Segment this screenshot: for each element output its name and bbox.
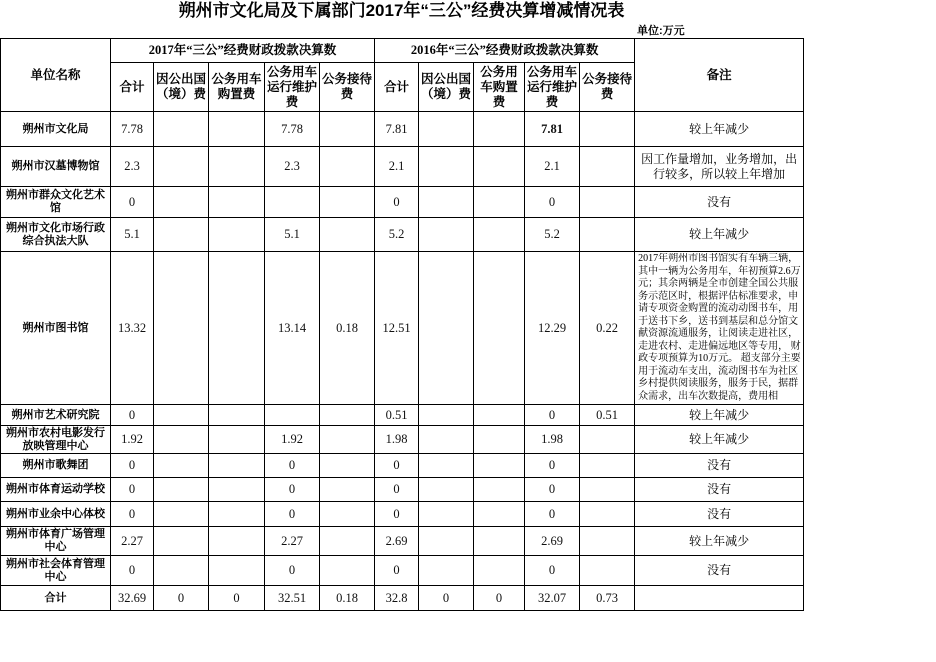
unit-name-cell: 朔州市文化局 (1, 112, 111, 147)
remark-text: 2017年朔州市图书馆实有车辆三辆， 其中一辆为公务用车，年初预算2.6万元；其余两辆是全市创建全国公共服务示范区时，根据评估标准要求，申请专项资金购置的流动动图书车，用于送书下乡，送书到基层和总分馆文献资源流通服务，让阅读走进社区，走进农村、走进偏远地区等专用， 财政专项预算为10万元。 超支部分主要用于流动车支出，流动图书车为社区乡村提供阅读服务，服务于民，据群众需求，出车次数提高，费用相 (638, 253, 801, 402)
y2017-total-cell: 0 (111, 405, 154, 426)
y2017-total-cell: 7.78 (111, 112, 154, 147)
y2017-vehicle-purchase-cell (209, 147, 265, 187)
y2017-total-cell: 32.69 (111, 586, 154, 611)
y2017-vehicle-operation-cell (265, 405, 320, 426)
y2017-overseas-travel-cell: 0 (154, 586, 209, 611)
y2016-vehicle-purchase-cell (474, 478, 525, 502)
table-row (1, 112, 804, 147)
y2017-overseas-travel-cell (154, 454, 209, 478)
remark-text: 较上年减少 (689, 227, 750, 241)
remark-text: 没有 (707, 506, 732, 521)
unit-name-cell: 朔州市汉墓博物馆 (1, 147, 111, 187)
y2017-overseas-travel-header: 因公出国（境）费 (154, 63, 209, 112)
unit-name-cell: 朔州市体育运动学校 (1, 478, 111, 502)
y2016-reception-cell (580, 556, 635, 586)
y2016-overseas-travel-header: 因公出国（境）费 (419, 63, 474, 112)
y2017-vehicle-operation-cell: 0 (265, 478, 320, 502)
table-body (1, 112, 804, 611)
y2016-total-cell: 0.51 (375, 405, 419, 426)
y2017-vehicle-purchase-cell (209, 252, 265, 405)
unit-name-cell: 朔州市群众文化艺术馆 (1, 187, 111, 218)
table-row (1, 147, 804, 187)
y2017-overseas-travel-cell (154, 147, 209, 187)
y2016-reception-cell (580, 478, 635, 502)
y2016-overseas-travel-cell: 0 (419, 586, 474, 611)
y2017-overseas-travel-cell (154, 252, 209, 405)
y2017-reception-cell (320, 405, 375, 426)
y2017-vehicle-purchase-cell (209, 426, 265, 454)
y2016-vehicle-operation-cell: 0 (525, 556, 580, 586)
y2017-total-cell: 0 (111, 187, 154, 218)
table-row (1, 187, 804, 218)
y2017-vehicle-operation-cell: 7.78 (265, 112, 320, 147)
table-row (1, 426, 804, 454)
y2017-vehicle-purchase-cell (209, 556, 265, 586)
y2016-vehicle-operation-cell: 32.07 (525, 586, 580, 611)
remark-text: 没有 (707, 563, 732, 577)
y2016-total-cell: 2.1 (375, 147, 419, 187)
y2017-vehicle-operation-cell: 2.3 (265, 147, 320, 187)
y2016-vehicle-operation-cell: 2.1 (525, 147, 580, 187)
y2016-vehicle-purchase-cell (474, 405, 525, 426)
y2017-vehicle-operation-cell: 0 (265, 502, 320, 527)
y2016-vehicle-operation-cell: 0 (525, 478, 580, 502)
remark-cell (635, 502, 804, 527)
y2017-overseas-travel-cell (154, 527, 209, 556)
y2017-reception-cell (320, 478, 375, 502)
y2017-total-cell: 2.27 (111, 527, 154, 556)
y2016-total-cell: 7.81 (375, 112, 419, 147)
y2017-overseas-travel-cell (154, 478, 209, 502)
y2016-reception-cell (580, 147, 635, 187)
y2016-vehicle-purchase-cell: 0 (474, 586, 525, 611)
y2016-total-cell: 5.2 (375, 218, 419, 252)
y2017-reception-cell: 0.18 (320, 586, 375, 611)
y2016-overseas-travel-cell (419, 187, 474, 218)
y2017-reception-header: 公务接待费 (320, 63, 375, 112)
y2017-reception-cell (320, 218, 375, 252)
y2017-reception-cell (320, 147, 375, 187)
y2016-vehicle-operation-cell: 0 (525, 187, 580, 218)
y2017-vehicle-operation-cell: 0 (265, 556, 320, 586)
y2016-total-cell: 0 (375, 478, 419, 502)
y2016-reception-cell (580, 218, 635, 252)
y2016-reception-cell (580, 527, 635, 556)
y2016-reception-cell: 0.22 (580, 252, 635, 405)
y2016-total-cell: 0 (375, 454, 419, 478)
remark-text: 较上年减少 (689, 533, 750, 548)
table-row (1, 252, 804, 405)
unit-name-cell: 朔州市图书馆 (1, 252, 111, 405)
y2016-vehicle-operation-cell: 0 (525, 502, 580, 527)
y2016-total-cell: 2.69 (375, 527, 419, 556)
remark-cell (635, 556, 804, 586)
y2017-vehicle-operation-cell: 0 (265, 454, 320, 478)
y2017-vehicle-purchase-cell (209, 454, 265, 478)
table-row (1, 454, 804, 478)
remark-cell (635, 454, 804, 478)
table-row (1, 218, 804, 252)
table-row (1, 478, 804, 502)
y2016-overseas-travel-cell (419, 478, 474, 502)
unit-name-cell: 朔州市社会体育管理中心 (1, 556, 111, 586)
y2016-vehicle-purchase-cell (474, 218, 525, 252)
y2017-overseas-travel-cell (154, 112, 209, 147)
remark-cell (635, 252, 804, 405)
y2016-total-cell: 0 (375, 556, 419, 586)
y2017-total-cell: 0 (111, 502, 154, 527)
y2016-group-header: 2016年“三公”经费财政拨款决算数 (375, 39, 635, 63)
remark-text: 没有 (707, 194, 732, 209)
y2017-vehicle-operation-cell: 32.51 (265, 586, 320, 611)
y2017-vehicle-purchase-cell (209, 502, 265, 527)
y2016-vehicle-purchase-cell (474, 187, 525, 218)
y2016-total-cell: 1.98 (375, 426, 419, 454)
y2016-overseas-travel-cell (419, 454, 474, 478)
y2016-reception-cell (580, 112, 635, 147)
y2016-reception-cell (580, 187, 635, 218)
y2017-vehicle-purchase-cell: 0 (209, 586, 265, 611)
y2017-vehicle-operation-cell: 5.1 (265, 218, 320, 252)
y2016-vehicle-purchase-cell (474, 252, 525, 405)
y2017-vehicle-operation-cell: 1.92 (265, 426, 320, 454)
remark-header: 备注 (635, 39, 804, 112)
y2016-reception-cell (580, 454, 635, 478)
table-row (1, 405, 804, 426)
y2016-vehicle-purchase-cell (474, 147, 525, 187)
remark-cell (635, 478, 804, 502)
y2016-vehicle-operation-cell: 0 (525, 405, 580, 426)
header-row-groups (1, 39, 804, 63)
table-total-row (1, 586, 804, 611)
remark-text: 没有 (707, 458, 732, 472)
y2017-reception-cell (320, 527, 375, 556)
y2016-vehicle-purchase-cell (474, 556, 525, 586)
y2017-vehicle-operation-cell: 2.27 (265, 527, 320, 556)
y2017-vehicle-operation-cell (265, 187, 320, 218)
y2017-reception-cell (320, 426, 375, 454)
y2016-vehicle-purchase-cell (474, 454, 525, 478)
y2017-overseas-travel-cell (154, 187, 209, 218)
y2016-reception-cell (580, 502, 635, 527)
unit-name-header: 单位名称 (1, 39, 111, 112)
y2017-vehicle-operation-cell: 13.14 (265, 252, 320, 405)
y2016-overseas-travel-cell (419, 426, 474, 454)
table-header (1, 39, 804, 112)
y2016-vehicle-purchase-cell (474, 502, 525, 527)
y2016-total-cell: 12.51 (375, 252, 419, 405)
y2016-vehicle-operation-cell: 1.98 (525, 426, 580, 454)
y2017-total-cell: 5.1 (111, 218, 154, 252)
y2017-reception-cell (320, 187, 375, 218)
remark-cell (635, 147, 804, 187)
y2016-overseas-travel-cell (419, 502, 474, 527)
y2016-total-cell: 0 (375, 502, 419, 527)
remark-cell (635, 112, 804, 147)
unit-name-cell: 朔州市农村电影发行放映管理中心 (1, 426, 111, 454)
unit-name-cell: 朔州市文化市场行政综合执法大队 (1, 218, 111, 252)
y2016-total-cell: 32.8 (375, 586, 419, 611)
y2016-overseas-travel-cell (419, 147, 474, 187)
y2017-total-cell: 0 (111, 556, 154, 586)
y2017-reception-cell (320, 112, 375, 147)
y2017-reception-cell (320, 454, 375, 478)
remark-cell (635, 218, 804, 252)
unit-name-cell: 朔州市歌舞团 (1, 454, 111, 478)
y2017-total-cell: 1.92 (111, 426, 154, 454)
expense-table (0, 38, 804, 611)
y2016-overseas-travel-cell (419, 527, 474, 556)
y2017-overseas-travel-cell (154, 218, 209, 252)
y2017-vehicle-purchase-cell (209, 218, 265, 252)
unit-name-cell: 朔州市艺术研究院 (1, 405, 111, 426)
remark-text: 因工作量增加，业务增加，出行较多，所以较上年增加 (641, 151, 798, 181)
y2017-vehicle-purchase-cell (209, 527, 265, 556)
y2017-total-cell: 0 (111, 454, 154, 478)
y2016-overseas-travel-cell (419, 405, 474, 426)
y2016-total-cell: 0 (375, 187, 419, 218)
y2016-overseas-travel-cell (419, 556, 474, 586)
y2016-reception-cell: 0.73 (580, 586, 635, 611)
y2017-vehicle-purchase-header: 公务用车购置费 (209, 63, 265, 112)
y2016-vehicle-purchase-cell (474, 527, 525, 556)
unit-name-cell: 合计 (1, 586, 111, 611)
unit-label: 单位:万元 (637, 25, 685, 37)
y2016-total-header: 合计 (375, 63, 419, 112)
y2017-overseas-travel-cell (154, 502, 209, 527)
y2017-total-cell: 13.32 (111, 252, 154, 405)
y2016-overseas-travel-cell (419, 252, 474, 405)
y2016-vehicle-purchase-cell (474, 426, 525, 454)
remark-text: 较上年减少 (689, 121, 750, 136)
y2017-vehicle-purchase-cell (209, 112, 265, 147)
y2016-vehicle-operation-cell: 2.69 (525, 527, 580, 556)
y2017-vehicle-purchase-cell (209, 187, 265, 218)
remark-cell (635, 586, 804, 611)
y2017-reception-cell: 0.18 (320, 252, 375, 405)
y2017-vehicle-purchase-cell (209, 405, 265, 426)
y2016-vehicle-purchase-cell (474, 112, 525, 147)
y2017-total-cell: 2.3 (111, 147, 154, 187)
unit-name-cell: 朔州市业余中心体校 (1, 502, 111, 527)
remark-text: 较上年减少 (689, 432, 750, 446)
remark-cell (635, 187, 804, 218)
y2017-overseas-travel-cell (154, 405, 209, 426)
page-title: 朔州市文化局及下属部门2017年“三公”经费决算增减情况表 (178, 1, 625, 20)
remark-text: 较上年减少 (689, 407, 750, 422)
table-row (1, 502, 804, 527)
y2017-overseas-travel-cell (154, 426, 209, 454)
remark-cell (635, 405, 804, 426)
y2017-reception-cell (320, 502, 375, 527)
table-row (1, 556, 804, 586)
remark-cell (635, 426, 804, 454)
y2016-vehicle-operation-cell: 7.81 (525, 112, 580, 147)
y2016-vehicle-operation-cell: 0 (525, 454, 580, 478)
y2016-vehicle-operation-cell: 5.2 (525, 218, 580, 252)
y2016-overseas-travel-cell (419, 218, 474, 252)
unit-name-cell: 朔州市体育广场管理中心 (1, 527, 111, 556)
y2017-overseas-travel-cell (154, 556, 209, 586)
remark-text: 没有 (707, 482, 732, 496)
y2017-group-header: 2017年“三公”经费财政拨款决算数 (111, 39, 375, 63)
y2016-overseas-travel-cell (419, 112, 474, 147)
y2016-vehicle-operation-header: 公务用车运行维护费 (525, 63, 580, 112)
y2016-vehicle-operation-cell: 12.29 (525, 252, 580, 405)
y2016-reception-cell (580, 426, 635, 454)
table-row (1, 527, 804, 556)
y2016-reception-header: 公务接待费 (580, 63, 635, 112)
remark-cell (635, 527, 804, 556)
y2017-vehicle-purchase-cell (209, 478, 265, 502)
y2016-reception-cell: 0.51 (580, 405, 635, 426)
y2016-vehicle-purchase-header: 公务用车购置费 (474, 63, 525, 112)
y2017-reception-cell (320, 556, 375, 586)
y2017-total-cell: 0 (111, 478, 154, 502)
y2017-total-header: 合计 (111, 63, 154, 112)
y2017-vehicle-operation-header: 公务用车运行维护费 (265, 63, 320, 112)
